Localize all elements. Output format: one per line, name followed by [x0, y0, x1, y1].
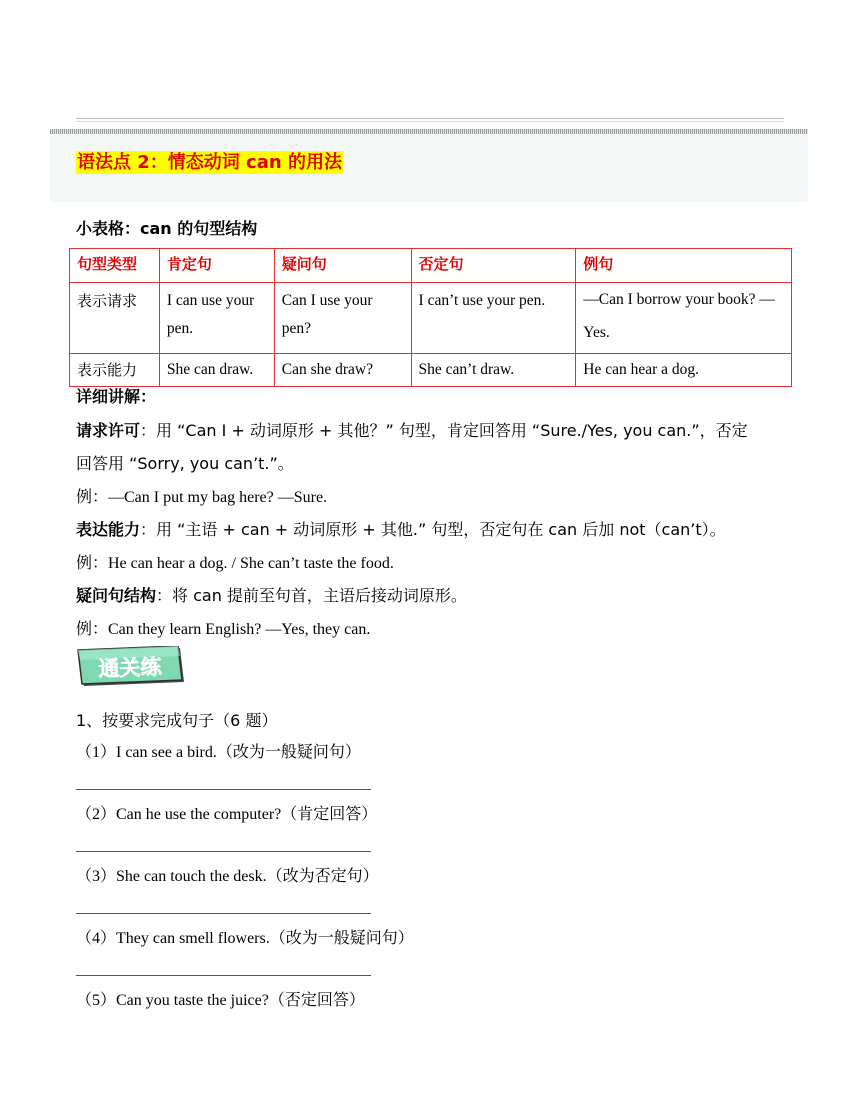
request-text: ：用 “Can I + 动词原形 + 其他？” 句型，肯定回答用 “Sure./Yes, you can.”，否定: [140, 421, 748, 440]
request-text-line2: 回答用 “Sorry, you can’t.”。: [76, 454, 294, 473]
explain-heading: [76, 384, 156, 407]
request-example: 例：—Can I put my bag here? —Sure.: [76, 489, 328, 506]
table-header-cell: 肯定句: [159, 249, 274, 283]
exercise-item: （5）Can you taste the juice?（否定回答）: [76, 992, 365, 1009]
explain-heading-text: 详细讲解：: [76, 387, 157, 406]
table-header-cell: 例句: [576, 249, 792, 283]
ability-paragraph: [76, 517, 726, 540]
table-row: [70, 283, 792, 354]
practice-badge-graphic: [76, 646, 186, 690]
exercise-item: （4）They can smell flowers.（改为一般疑问句）: [76, 930, 414, 947]
request-label: 请求许可: [76, 421, 141, 440]
table-cell: Can I use your pen?: [274, 283, 411, 354]
question-paragraph: [76, 583, 467, 606]
header-rule: [76, 118, 784, 119]
table-cell: She can draw.: [159, 354, 274, 387]
exercise-item: （2）Can he use the computer?（肯定回答）: [76, 806, 378, 823]
sentence-pattern-table: [69, 248, 792, 387]
ability-text: ：用 “主语 + can + 动词原形 + 其他.” 句型，否定句在 can 后加 not（can’t）。: [140, 520, 726, 539]
exercise-title: 1、按要求完成句子（6 题）: [76, 711, 278, 730]
table-cell: She can’t draw.: [411, 354, 576, 387]
header-rule-secondary: [76, 121, 784, 122]
question-example: 例：Can they learn English? —Yes, they can.: [76, 621, 371, 638]
table-cell: Can she draw?: [274, 354, 411, 387]
table-cell: 表示能力: [70, 354, 160, 387]
answer-blank-line[interactable]: [76, 975, 371, 976]
ability-example: 例：He can hear a dog. / She can’t taste the food.: [76, 555, 394, 572]
table-cell: I can’t use your pen.: [411, 283, 576, 354]
question-label: 疑问句结构: [76, 586, 157, 605]
table-header-cell: 否定句: [411, 249, 576, 283]
table-caption: 小表格：can 的句型结构: [76, 219, 258, 238]
table-cell: He can hear a dog.: [576, 354, 792, 387]
table-header-row: [70, 249, 792, 283]
ability-label: 表达能力: [76, 520, 141, 539]
table-cell: —Can I borrow your book? —Yes.: [576, 283, 792, 354]
exercise-item: （1）I can see a bird.（改为一般疑问句）: [76, 744, 361, 761]
question-text: ：将 can 提前至句首，主语后接动词原形。: [156, 586, 467, 605]
table-header-cell: 句型类型: [70, 249, 160, 283]
section-title: 语法点 2：情态动词 can 的用法: [77, 152, 342, 173]
answer-blank-line[interactable]: [76, 851, 371, 852]
exercise-item: （3）She can touch the desk.（改为否定句）: [76, 868, 379, 885]
table-cell: I can use your pen.: [159, 283, 274, 354]
request-paragraph: [76, 418, 748, 441]
practice-badge: [76, 646, 186, 690]
answer-blank-line[interactable]: [76, 913, 371, 914]
table-row: [70, 354, 792, 387]
answer-blank-line[interactable]: [76, 789, 371, 790]
table-cell: 表示请求: [70, 283, 160, 354]
table-header-cell: 疑问句: [274, 249, 411, 283]
practice-badge-label: 通关练: [98, 654, 162, 682]
